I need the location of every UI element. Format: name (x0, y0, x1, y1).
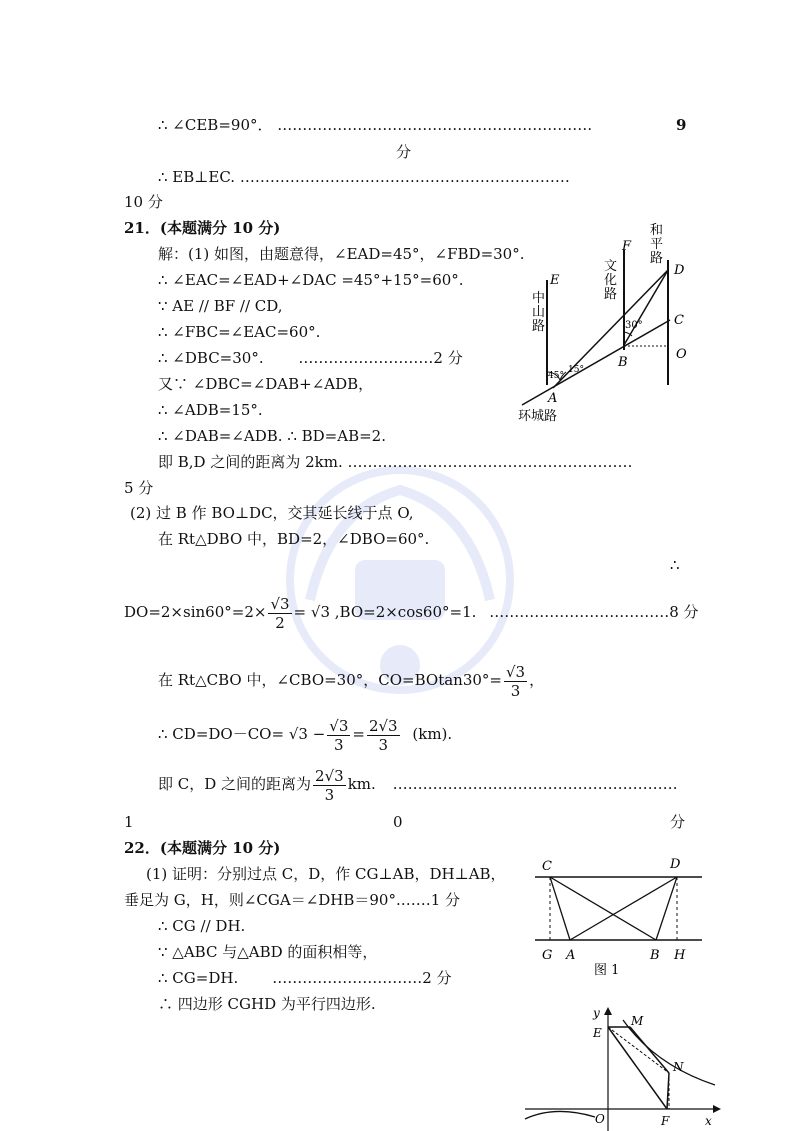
fraction-2sqrt3-over-3-b: $\frac{2√3}{3}$ (315, 766, 344, 804)
q20-line1: ∴ ∠CEB=90°． ……………………………………………………… (158, 116, 593, 134)
q21-part2-d: 在 Rt△CBO 中，∠CBO=30°，CO=BOtan30°= $\frac{√3}{3}$ ， (158, 662, 545, 700)
q21-score-unit: 分 (670, 813, 686, 831)
q22-s4: ∵ △ABC 与△ABD 的面积相等， (158, 943, 378, 961)
label-angle45: 45° (548, 371, 564, 381)
label-b: B (618, 355, 628, 370)
q21-s2: ∴ ∠EAC=∠EAD+∠DAC =45°+15°=60°. (158, 271, 464, 289)
fig2-label-x: x (705, 1114, 712, 1128)
fig1-label-c: C (542, 859, 552, 874)
label-o: O (676, 347, 687, 362)
q21-part2-b: 在 Rt△DBO 中，BD=2，∠DBO=60°. (158, 530, 430, 548)
q21-s1: 解：(1) 如图，由题意得，∠EAD=45°，∠FBD=30°. (158, 245, 525, 263)
fig2-label-f: F (661, 1114, 670, 1128)
label-heping-2: 平 (650, 237, 664, 252)
fraction-sqrt3-over-3: $\frac{√3}{3}$ (506, 662, 526, 700)
q22-s6: ∴ 四边形 CGHD 为平行四边形. (158, 995, 376, 1013)
figure-1-parallel (530, 852, 710, 982)
q22-s2: 垂足为 G，H，则∠CGA＝∠DHB＝90°.……1 分 (124, 891, 461, 909)
label-wenhua-1: 文 (604, 259, 618, 274)
q22-s3: ∴ CG // DH. (158, 917, 246, 935)
q21-part2-e: ∴ CD=DO－CO= √3 − $\frac{√3}{3}$ = $\frac{2√3}{3}$ (km). (158, 716, 453, 754)
q21-s7: ∴ ∠ADB=15°. (158, 401, 263, 419)
fig1-caption: 图 1 (594, 963, 620, 978)
label-heping-1: 和 (650, 223, 664, 238)
q20-line2: ∴ EB⊥EC. ………………………………………………………… (158, 168, 570, 186)
fig2-label-n: N (673, 1060, 684, 1074)
label-angle15: 15° (568, 365, 584, 375)
q21-part2-a: (2) 过 B 作 BO⊥DC，交其延长线于点 O, (130, 504, 414, 522)
fig1-label-d: D (670, 857, 681, 872)
label-heping-3: 路 (650, 251, 664, 266)
q22-s5: ∴ CG=DH. …………………………2 分 (158, 969, 452, 987)
label-huancheng: 环城路 (518, 409, 558, 424)
label-zhongshan-1: 中 (532, 291, 546, 306)
q21-part2-f: 即 C，D 之间的距离为 $\frac{2√3}{3}$ km. ………………………………………………… (158, 766, 678, 804)
fig1-label-b: B (650, 948, 660, 963)
label-zhongshan-3: 路 (532, 319, 546, 334)
figure-2-coordinate (515, 1005, 725, 1131)
q22-s1: (1) 证明：分别过点 C，D，作 CG⊥AB，DH⊥AB， (146, 865, 506, 883)
q21-s8: ∴ ∠DAB=∠ADB. ∴ BD=AB=2. (158, 427, 386, 445)
label-wenhua-3: 路 (604, 287, 618, 302)
q21-s4: ∴ ∠FBC=∠EAC=60°. (158, 323, 321, 341)
q21-s5: ∴ ∠DBC=30°. ………………………2 分 (158, 349, 463, 367)
label-zhongshan-2: 山 (532, 305, 546, 320)
q21-heading: 21．(本题满分 10 分) (124, 219, 281, 237)
fig2-label-m: M (631, 1014, 644, 1028)
label-angle30: 30° (625, 320, 643, 331)
fig2-label-o: O (595, 1112, 605, 1126)
fraction-sqrt3-over-3-b: $\frac{√3}{3}$ (329, 716, 349, 754)
q21-part2-therefore: ∴ (670, 556, 680, 574)
label-e: E (550, 273, 560, 288)
label-c: C (674, 313, 684, 328)
q20-line1-unit: 分 (396, 143, 412, 161)
fig1-label-h: H (674, 948, 686, 963)
q21-score-1: 1 (124, 813, 134, 831)
q20-line1-score: 9 (676, 116, 687, 134)
fraction-2sqrt3-over-3: $\frac{2√3}{3}$ (368, 716, 398, 754)
q21-part2-c: DO=2×sin60°=2× $\frac{√3}{2}$ = √3 ,BO=2×cos60°=1. ………………………………8 分 (124, 594, 699, 632)
label-a: A (548, 391, 558, 406)
q21-s6: 又∵ ∠DBC=∠DAB+∠ADB， (158, 375, 374, 393)
fig1-label-g: G (542, 948, 553, 963)
fig2-label-y: y (593, 1006, 600, 1020)
fraction-sqrt3-over-2: $\frac{√3}{2}$ (270, 594, 290, 632)
fig2-label-e: E (593, 1026, 602, 1040)
label-f: F (622, 239, 632, 254)
label-d: D (674, 263, 685, 278)
label-wenhua-2: 化 (604, 273, 618, 288)
q21-score-0: 0 (393, 813, 403, 831)
q21-s3: ∵ AE // BF // CD, (158, 297, 283, 315)
fig1-label-a: A (566, 948, 576, 963)
figure-q21-roads (510, 220, 710, 425)
q22-heading: 22．(本题满分 10 分) (124, 839, 281, 857)
q21-s9-score: 5 分 (124, 479, 154, 497)
q20-line2-score: 10 分 (124, 193, 163, 211)
q21-s9: 即 B,D 之间的距离为 2km. ………………………………………………… (158, 453, 633, 471)
